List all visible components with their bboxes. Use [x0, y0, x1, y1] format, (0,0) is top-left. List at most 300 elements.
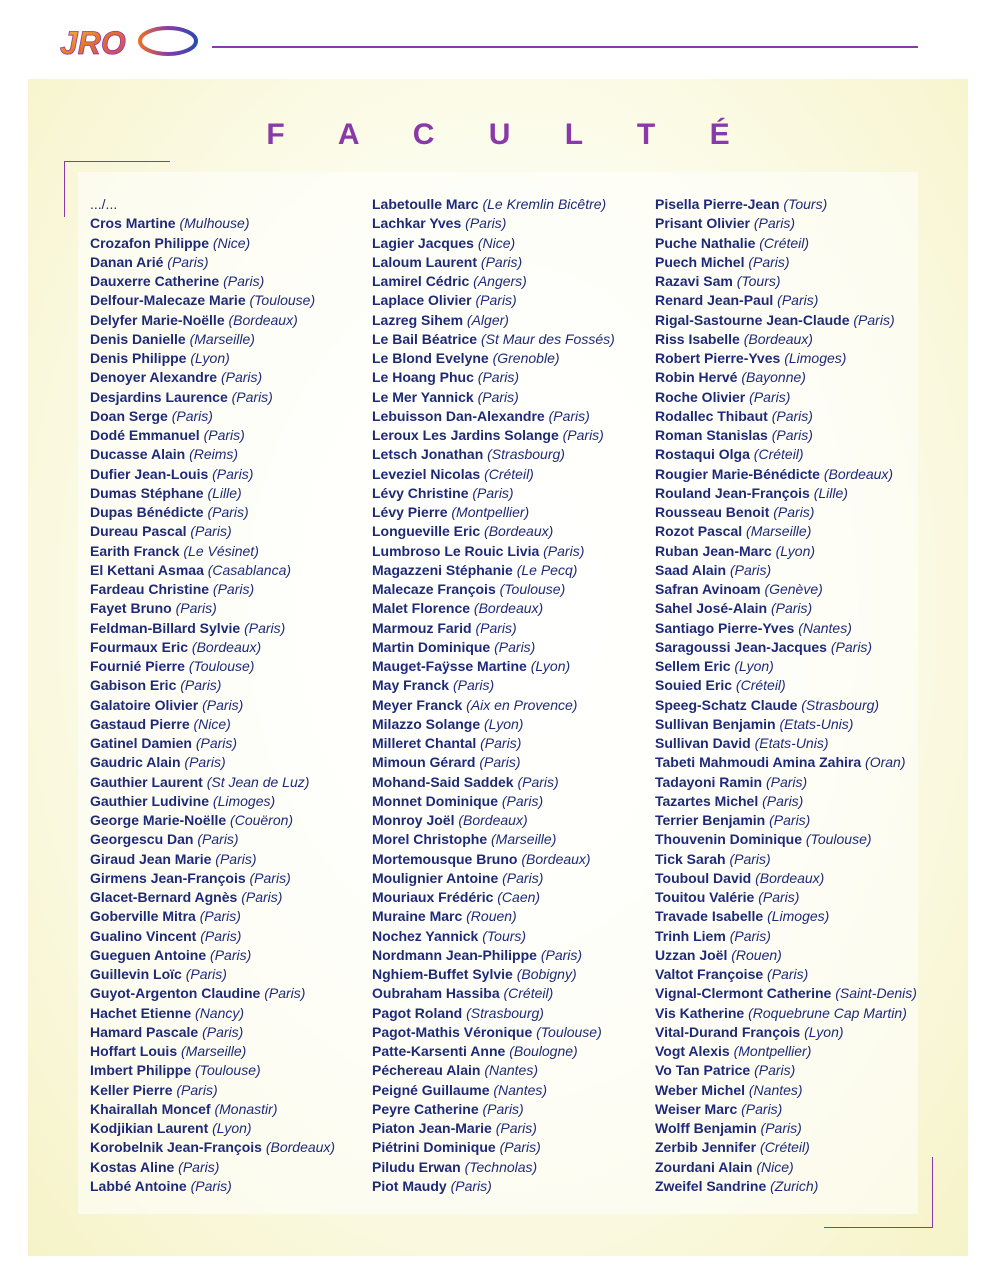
- faculty-entry: [372, 907, 615, 926]
- faculty-entry: [372, 1177, 615, 1196]
- faculty-name: Roman Stanislas: [655, 427, 768, 443]
- faculty-entry: [90, 638, 335, 657]
- faculty-city: (Bordeaux): [473, 600, 544, 617]
- faculty-name: Mohand-Said Saddek: [372, 773, 514, 790]
- faculty-city: (Le Vésinet): [183, 542, 259, 559]
- faculty-entry: [90, 1081, 335, 1100]
- faculty-entry: [90, 676, 335, 695]
- faculty-entry: [372, 311, 615, 330]
- faculty-entry: [655, 676, 917, 695]
- faculty-city: (St Maur des Fossés): [480, 330, 615, 347]
- faculty-city: (Couëron): [230, 812, 294, 828]
- faculty-entry: [655, 927, 917, 946]
- faculty-city: (Paris): [762, 792, 804, 809]
- faculty-name: Danan Arié: [90, 253, 164, 270]
- faculty-city: (Toulouse): [536, 1023, 602, 1040]
- faculty-entry: [655, 1081, 917, 1100]
- faculty-name: Sellem Eric: [655, 658, 731, 674]
- faculty-name: Vital-Durand François: [655, 1023, 801, 1040]
- faculty-name: Mauget-Faÿsse Martine: [372, 658, 527, 674]
- faculty-city: (Nantes): [748, 1081, 803, 1098]
- faculty-entry: [90, 1100, 335, 1119]
- faculty-entry: [90, 696, 335, 715]
- faculty-name: Lumbroso Le Rouic Livia: [372, 542, 540, 559]
- faculty-entry: [372, 965, 615, 984]
- faculty-entry: [372, 542, 615, 561]
- faculty-name: Sahel José-Alain: [655, 600, 768, 617]
- faculty-entry: [372, 811, 615, 830]
- faculty-name: Lachkar Yves: [372, 215, 462, 232]
- faculty-city: (Paris): [178, 1158, 220, 1175]
- faculty-city: (Bordeaux): [228, 311, 298, 328]
- faculty-city: (Lyon): [530, 658, 571, 674]
- faculty-city: (Paris): [465, 215, 507, 232]
- faculty-city: (Marseille): [491, 831, 557, 848]
- faculty-entry: [655, 426, 917, 445]
- faculty-city: (Reims): [189, 446, 239, 463]
- faculty-name: Ducasse Alain: [90, 446, 186, 463]
- faculty-entry: [90, 465, 335, 484]
- faculty-entry: [655, 503, 917, 522]
- faculty-name: Santiago Pierre-Yves: [655, 619, 795, 636]
- faculty-entry: [90, 946, 335, 965]
- faculty-entry: [655, 984, 917, 1003]
- faculty-name: Lévy Christine: [372, 484, 469, 501]
- faculty-name: Gauthier Ludivine: [90, 792, 210, 809]
- faculty-name: Rodallec Thibaut: [655, 407, 768, 424]
- faculty-name: Gatinel Damien: [90, 735, 192, 751]
- faculty-entry: [372, 214, 615, 233]
- faculty-city: (Paris): [472, 484, 514, 501]
- faculty-name: Rougier Marie-Bénédicte: [655, 465, 820, 482]
- faculty-city: (Paris): [771, 407, 813, 424]
- faculty-entry: [372, 946, 615, 965]
- faculty-entry: [655, 734, 917, 753]
- faculty-city: (Bordeaux): [521, 850, 591, 867]
- faculty-entry: [90, 1023, 335, 1042]
- faculty-entry: [655, 599, 917, 618]
- faculty-entry: [372, 407, 615, 426]
- faculty-city: (Paris): [477, 388, 519, 405]
- faculty-entry: [90, 734, 335, 753]
- faculty-city: (Monastir): [214, 1100, 278, 1117]
- faculty-entry: [90, 253, 335, 272]
- faculty-entry: [90, 619, 335, 638]
- faculty-city: (Limoges): [784, 350, 847, 366]
- faculty-city: (Créteil): [484, 465, 534, 482]
- faculty-name: Vogt Alexis: [655, 1043, 730, 1059]
- faculty-city: (Nancy): [195, 1004, 245, 1021]
- faculty-city: (Toulouse): [188, 658, 255, 674]
- faculty-name: Gaudric Alain: [90, 754, 181, 771]
- faculty-name: Lagier Jacques: [372, 234, 474, 251]
- faculty-name: Trinh Liem: [655, 927, 726, 944]
- faculty-name: George Marie-Noëlle: [90, 812, 227, 828]
- faculty-name: Magazzeni Stéphanie: [372, 561, 513, 578]
- faculty-name: Labbé Antoine: [90, 1177, 187, 1194]
- faculty-entry: [90, 907, 335, 926]
- faculty-city: (Paris): [231, 388, 273, 405]
- faculty-entry: [655, 850, 917, 869]
- faculty-entry: [90, 773, 335, 792]
- faculty-name: Crozafon Philippe: [90, 234, 209, 251]
- faculty-entry: [372, 869, 615, 888]
- faculty-entry: [372, 580, 615, 599]
- faculty-city: (Bordeaux): [743, 330, 813, 347]
- page-title: F A C U L T É: [266, 118, 753, 151]
- faculty-city: (Paris): [770, 600, 813, 617]
- faculty-name: Mouriaux Frédéric: [372, 889, 494, 905]
- faculty-city: (Créteil): [760, 1139, 810, 1156]
- faculty-city: (Paris): [495, 1120, 537, 1136]
- faculty-city: (Marseille): [746, 523, 812, 540]
- faculty-city: (Paris): [562, 427, 604, 443]
- faculty-name: Patte-Karsenti Anne: [372, 1043, 506, 1059]
- faculty-city: (Toulouse): [249, 292, 316, 309]
- faculty-city: (Toulouse): [805, 831, 872, 848]
- faculty-name: Riss Isabelle: [655, 330, 740, 347]
- faculty-entry: [655, 792, 917, 811]
- faculty-city: (Bordeaux): [458, 812, 528, 828]
- faculty-entry: [372, 773, 615, 792]
- faculty-name: Lamirel Cédric: [372, 273, 470, 289]
- faculty-name: Monnet Dominique: [372, 792, 498, 809]
- faculty-city: (Paris): [499, 1139, 541, 1156]
- faculty-city: (Paris): [203, 427, 245, 443]
- faculty-name: Le Hoang Phuc: [372, 369, 474, 386]
- faculty-entry: [90, 1119, 335, 1138]
- faculty-name: Doan Serge: [90, 407, 168, 424]
- corner-mark-bottom-right: [824, 1227, 933, 1228]
- faculty-entry: [90, 561, 335, 580]
- faculty-entry: [372, 522, 615, 541]
- faculty-city: (Paris): [729, 561, 772, 578]
- faculty-name: Mimoun Gérard: [372, 754, 476, 771]
- faculty-entry: [655, 1061, 917, 1080]
- faculty-city: (Tours): [783, 196, 828, 212]
- faculty-entry: [372, 349, 615, 368]
- faculty-name: Kodjikian Laurent: [90, 1120, 209, 1136]
- faculty-name: Pagot-Mathis Véronique: [372, 1023, 533, 1040]
- faculty-city: (Paris): [749, 388, 791, 405]
- faculty-name: Lebuisson Dan-Alexandre: [372, 407, 545, 424]
- faculty-name: Leroux Les Jardins Solange: [372, 427, 559, 443]
- faculty-name: Pagot Roland: [372, 1004, 463, 1021]
- faculty-entry: [655, 368, 917, 387]
- faculty-entry: [90, 792, 335, 811]
- faculty-entry: [655, 1177, 917, 1196]
- faculty-entry: [90, 753, 335, 772]
- faculty-name: Gastaud Pierre: [90, 715, 190, 732]
- faculty-entry: [655, 234, 917, 253]
- faculty-city: (Zurich): [770, 1177, 819, 1194]
- faculty-city: (Paris): [494, 638, 536, 655]
- faculty-entry: [655, 272, 917, 291]
- faculty-entry: [655, 811, 917, 830]
- faculty-city: (Paris): [765, 773, 808, 790]
- faculty-name: Lazreg Sihem: [372, 311, 464, 328]
- faculty-entry: [372, 234, 615, 253]
- faculty-entry: [655, 696, 917, 715]
- faculty-city: (Paris): [249, 869, 291, 886]
- faculty-city: (Nantes): [798, 619, 852, 636]
- faculty-entry: [90, 445, 335, 464]
- faculty-entry: [655, 311, 917, 330]
- faculty-entry: [655, 522, 917, 541]
- faculty-name: Pisella Pierre-Jean: [655, 196, 780, 212]
- faculty-name: Delyfer Marie-Noëlle: [90, 311, 225, 328]
- faculty-city: (Toulouse): [195, 1062, 261, 1079]
- faculty-city: (Etats-Unis): [754, 735, 829, 751]
- name-column-1: [90, 195, 335, 1196]
- faculty-city: (Paris): [215, 850, 257, 867]
- faculty-name: Dauxerre Catherine: [90, 273, 220, 289]
- faculty-city: (Bordeaux): [265, 1139, 336, 1156]
- faculty-name: Malecaze François: [372, 581, 496, 597]
- faculty-entry: [90, 272, 335, 291]
- faculty-name: Moulignier Antoine: [372, 869, 499, 886]
- faculty-name: Rigal-Sastourne Jean-Claude: [655, 311, 850, 328]
- faculty-entry: [655, 349, 917, 368]
- faculty-city: (Paris): [480, 253, 523, 270]
- faculty-name: Vignal-Clermont Catherine: [655, 985, 832, 1002]
- faculty-city: (Mulhouse): [179, 215, 250, 232]
- faculty-name: Laplace Olivier: [372, 292, 472, 309]
- faculty-city: (Strasbourg): [487, 446, 565, 463]
- faculty-entry: [372, 1138, 615, 1157]
- faculty-city: (Paris): [212, 465, 254, 482]
- faculty-city: (Le Kremlin Bicêtre): [482, 196, 607, 212]
- faculty-name: Uzzan Joël: [655, 946, 728, 963]
- faculty-city: (Paris): [729, 850, 771, 867]
- faculty-city: (Paris): [452, 677, 495, 694]
- faculty-city: (Paris): [517, 773, 559, 790]
- faculty-name: Letsch Jonathan: [372, 446, 484, 463]
- faculty-name: Hoffart Louis: [90, 1043, 178, 1059]
- faculty-name: Rousseau Benoit: [655, 504, 770, 520]
- faculty-entry: [655, 465, 917, 484]
- faculty-name: Razavi Sam: [655, 273, 733, 289]
- faculty-city: (Bordeaux): [755, 869, 825, 886]
- faculty-name: Martin Dominique: [372, 638, 491, 655]
- faculty-name: Travade Isabelle: [655, 908, 764, 925]
- continuation-marker: .../...: [90, 196, 118, 212]
- faculty-city: (Lyon): [804, 1023, 844, 1040]
- faculty-name: Souied Eric: [655, 677, 733, 694]
- faculty-entry: [90, 715, 335, 734]
- faculty-name: Dodé Emmanuel: [90, 427, 200, 443]
- faculty-city: (Paris): [853, 311, 895, 328]
- faculty-entry: [90, 522, 335, 541]
- faculty-entry: [90, 965, 335, 984]
- faculty-name: Saad Alain: [655, 561, 727, 578]
- faculty-entry: [90, 1158, 335, 1177]
- faculty-city: (Paris): [477, 369, 520, 386]
- faculty-city: (Bayonne): [741, 369, 806, 386]
- faculty-name: Puech Michel: [655, 253, 745, 270]
- faculty-city: (Limoges): [767, 908, 830, 925]
- faculty-city: (Alger): [466, 311, 509, 328]
- faculty-city: (Nice): [756, 1158, 794, 1175]
- faculty-name: Vis Katherine: [655, 1004, 745, 1021]
- faculty-city: (Paris): [771, 427, 813, 443]
- faculty-entry: [372, 715, 615, 734]
- faculty-entry: [90, 811, 335, 830]
- faculty-city: (Paris): [190, 523, 232, 540]
- faculty-entry: [90, 984, 335, 1003]
- faculty-name: Hamard Pascale: [90, 1023, 199, 1040]
- faculty-name: Le Mer Yannick: [372, 388, 474, 405]
- faculty-city: (Paris): [475, 619, 517, 636]
- faculty-city: (Angers): [473, 273, 527, 289]
- faculty-name: Oubraham Hassiba: [372, 985, 500, 1002]
- faculty-city: (Paris): [212, 581, 255, 597]
- faculty-city: (Nantes): [493, 1081, 548, 1098]
- faculty-city: (Casablanca): [207, 561, 292, 578]
- faculty-name: Denoyer Alexandre: [90, 369, 218, 386]
- faculty-entry: [655, 753, 917, 772]
- faculty-entry: [655, 869, 917, 888]
- faculty-city: (Lille): [207, 484, 242, 501]
- faculty-city: (Paris): [199, 908, 241, 925]
- faculty-entry: [655, 253, 917, 272]
- faculty-name: Piaton Jean-Marie: [372, 1120, 492, 1136]
- faculty-entry: [372, 734, 615, 753]
- faculty-city: (Lille): [813, 484, 848, 501]
- svg-text:JRO: JRO: [60, 25, 126, 60]
- faculty-city: (Créteil): [759, 234, 810, 251]
- faculty-city: (Paris): [184, 754, 226, 771]
- faculty-entry: [655, 1100, 917, 1119]
- faculty-city: (Rouen): [466, 908, 517, 925]
- faculty-entry: [90, 1004, 335, 1023]
- faculty-city: (Oran): [865, 754, 906, 771]
- faculty-entry: [372, 753, 615, 772]
- faculty-city: (Paris): [175, 600, 217, 617]
- faculty-name: Zourdani Alain: [655, 1158, 753, 1175]
- faculty-entry: [655, 773, 917, 792]
- faculty-name: Peyre Catherine: [372, 1100, 479, 1117]
- faculty-entry: [372, 1081, 615, 1100]
- faculty-city: (Lyon): [734, 658, 774, 674]
- faculty-entry: [655, 715, 917, 734]
- faculty-name: Gauthier Laurent: [90, 773, 203, 790]
- faculty-city: (Paris): [210, 946, 252, 963]
- faculty-name: Giraud Jean Marie: [90, 850, 212, 867]
- faculty-entry: [90, 888, 335, 907]
- faculty-city: (Caen): [497, 889, 541, 905]
- faculty-city: (Paris): [777, 292, 819, 309]
- faculty-entry: [372, 850, 615, 869]
- faculty-name: Khairallah Moncef: [90, 1100, 211, 1117]
- faculty-city: (Limoges): [212, 792, 276, 809]
- faculty-city: (Lyon): [484, 715, 524, 732]
- faculty-entry: [655, 907, 917, 926]
- faculty-name: Touboul David: [655, 869, 752, 886]
- faculty-name: Dumas Stéphane: [90, 484, 204, 501]
- faculty-city: (Tours): [482, 927, 527, 944]
- faculty-city: (Nice): [477, 234, 516, 251]
- faculty-name: Piot Maudy: [372, 1177, 447, 1194]
- faculty-entry: [90, 1177, 335, 1196]
- faculty-entry: [372, 1100, 615, 1119]
- faculty-entry: [655, 1042, 917, 1061]
- faculty-entry: [90, 869, 335, 888]
- faculty-name: Monroy Joël: [372, 812, 455, 828]
- faculty-city: (Montpellier): [451, 504, 530, 520]
- faculty-city: (Paris): [220, 369, 263, 386]
- faculty-entry: [90, 330, 335, 349]
- faculty-name: Milazzo Solange: [372, 715, 481, 732]
- faculty-entry: [655, 484, 917, 503]
- faculty-entry: [372, 503, 615, 522]
- faculty-city: (Paris): [482, 1100, 524, 1117]
- faculty-entry: [372, 1158, 615, 1177]
- faculty-name: Keller Pierre: [90, 1081, 173, 1098]
- faculty-name: Robert Pierre-Yves: [655, 350, 781, 366]
- faculty-entry: [90, 368, 335, 387]
- faculty-entry: [372, 1004, 615, 1023]
- faculty-city: (Le Pecq): [516, 561, 578, 578]
- faculty-name: Fardeau Christine: [90, 581, 210, 597]
- faculty-city: (Marseille): [189, 330, 255, 347]
- faculty-city: (Nantes): [484, 1062, 538, 1079]
- faculty-name: Lévy Pierre: [372, 504, 448, 520]
- faculty-name: Le Bail Béatrice: [372, 330, 478, 347]
- faculty-city: (Tours): [736, 273, 781, 289]
- faculty-city: (Paris): [207, 504, 249, 520]
- faculty-city: (Paris): [185, 966, 227, 982]
- faculty-city: (Nice): [212, 234, 251, 251]
- faculty-entry: [90, 388, 335, 407]
- faculty-city: (Paris): [176, 1081, 218, 1098]
- faculty-entry: [655, 619, 917, 638]
- faculty-entry: [372, 696, 615, 715]
- faculty-entry: [90, 927, 335, 946]
- faculty-name: Gualino Vincent: [90, 927, 197, 944]
- faculty-name: Delfour-Malecaze Marie: [90, 292, 246, 309]
- faculty-city: (Paris): [479, 754, 521, 771]
- faculty-city: (Créteil): [503, 985, 554, 1002]
- faculty-name: Cros Martine: [90, 215, 176, 232]
- faculty-name: Péchereau Alain: [372, 1062, 481, 1079]
- faculty-name: Dupas Bénédicte: [90, 504, 204, 520]
- faculty-name: Earith Franck: [90, 542, 180, 559]
- name-column-2: [372, 195, 615, 1196]
- faculty-entry: [90, 657, 335, 676]
- faculty-name: Prisant Olivier: [655, 215, 750, 232]
- faculty-entry: [655, 946, 917, 965]
- faculty-city: (Genève): [764, 581, 823, 597]
- faculty-entry: [372, 195, 615, 214]
- faculty-city: (Toulouse): [499, 581, 566, 597]
- faculty-entry: [372, 484, 615, 503]
- faculty-name: Rozot Pascal: [655, 523, 743, 540]
- faculty-city: (Grenoble): [492, 350, 560, 366]
- faculty-city: (St Jean de Luz): [206, 773, 310, 790]
- faculty-city: (Lyon): [775, 542, 816, 559]
- faculty-entry: [90, 580, 335, 599]
- faculty-entry: [90, 1061, 335, 1080]
- faculty-name: Sullivan David: [655, 735, 751, 751]
- faculty-city: (Nice): [193, 715, 231, 732]
- faculty-name: Dufier Jean-Louis: [90, 465, 209, 482]
- faculty-city: (Paris): [202, 696, 244, 713]
- faculty-name: Touitou Valérie: [655, 889, 755, 905]
- faculty-city: (Lyon): [190, 350, 230, 366]
- faculty-entry: [372, 984, 615, 1003]
- faculty-name: Kostas Aline: [90, 1158, 175, 1175]
